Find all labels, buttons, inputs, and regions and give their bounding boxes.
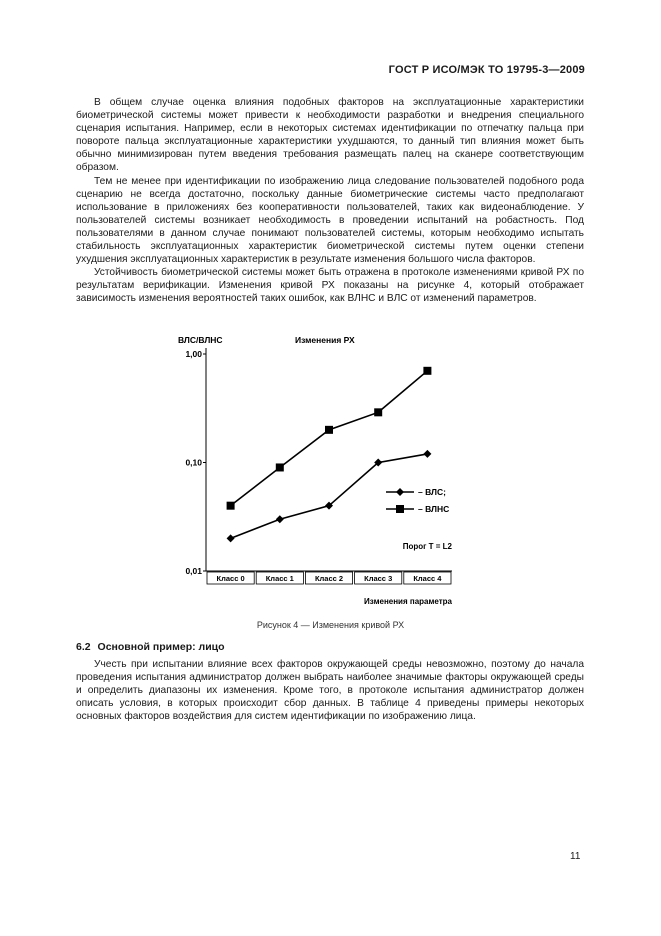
chart-ylabel: ВЛС/ВЛНС — [178, 335, 223, 345]
chart-marks — [227, 367, 450, 543]
paragraph: Учесть при испытании влияние всех факторов окружающей среды невозможно, поэтому до начала проведения испытания администратор должен выбрать наиболее значимые факторы окружающей среды и определить диапазоны их изменения. Кроме того, в протоколе испытания администратор должен описать условия, в которых происходит сбор данных. В таблице 4 приведены примеры некоторых основных факторов воздействия для систем идентификации по изображению лица. — [76, 659, 584, 723]
data-point-diamond — [276, 515, 284, 523]
x-tick-label: Класс 1 — [265, 574, 294, 583]
data-point-diamond — [227, 534, 235, 542]
chart-annotation: Порог Т = L2 — [402, 542, 452, 551]
chart-title: Изменения РХ — [295, 335, 355, 345]
data-point-square — [227, 502, 235, 510]
roc-change-chart — [170, 334, 470, 614]
data-point-square — [325, 426, 333, 434]
x-tick-label: Класс 0 — [216, 574, 245, 583]
data-point-diamond — [423, 450, 431, 458]
y-tick-label: 1,00 — [185, 349, 202, 359]
y-tick-label: 0,10 — [185, 457, 202, 468]
legend-label: – ВЛС; — [418, 487, 446, 497]
x-tick-label: Класс 2 — [314, 574, 344, 583]
section-title: Основной пример: лицо — [97, 641, 225, 653]
document-header: ГОСТ Р ИСО/МЭК ТО 19795-3—2009 — [388, 64, 585, 76]
paragraph: В общем случае оценка влияния подобных факторов на эксплуатационные характеристики биометрической системы может привести к необходимости разработки и внедрения специального сценария испытания. Например, если в некоторых системах идентификации по отпечатку пальца при повороте пальца эксплуатационные характеристики ухудшаются, то данный тип влияния может быть обычно минимизирован путем введения требования размещать палец на сканере соответствующим образом. — [76, 97, 584, 174]
series-line-2 — [231, 371, 428, 506]
intro-text — [76, 96, 584, 306]
data-point-square — [374, 408, 382, 416]
section-number: 6.2 — [76, 641, 91, 653]
x-tick-label: Класс 3 — [364, 574, 393, 583]
chart-xlabel: Изменения параметра — [364, 597, 452, 606]
x-tick-label: Класс 4 — [413, 574, 442, 583]
page-number: 11 — [570, 851, 581, 862]
figure-caption: Рисунок 4 — Изменения кривой РХ — [256, 620, 405, 630]
legend-label: – ВЛНС — [418, 504, 450, 514]
legend-marker-square — [396, 505, 404, 513]
paragraph: Устойчивость биометрической системы может быть отражена в протоколе изменениями кривой РХ по результатам верификации. Изменения кривой РХ показаны на рисунке 4, который отображает зависимость изменения вероятностей таких ошибок, как ВЛНС и ВЛС от изменений параметров. — [76, 267, 584, 305]
series-line-1 — [231, 454, 428, 538]
data-point-square — [423, 367, 431, 375]
section-text — [76, 658, 584, 723]
data-point-square — [276, 463, 284, 471]
paragraph: Тем не менее при идентификации по изображению лица следование пользователей подобного рода сценарию не всегда достаточно, поскольку данные биометрические системы часто предполагают использование в приложениях без кооперативности пользователей, таких как видеонаблюдение. У пользователей системы возникает необходимость в проведении испытаний на робастность. Под пользователями в данном случае понимают пользователей системы, которым необходимо испытать стабильность эксплуатационных характеристик биометрической системы путем оценки степени ухудшения эксплуатационных характеристик в результате изменения большого числа факторов. — [76, 175, 584, 266]
y-tick-label: 0,01 — [185, 566, 202, 576]
legend-marker-diamond — [396, 488, 404, 496]
section-heading — [76, 641, 229, 653]
